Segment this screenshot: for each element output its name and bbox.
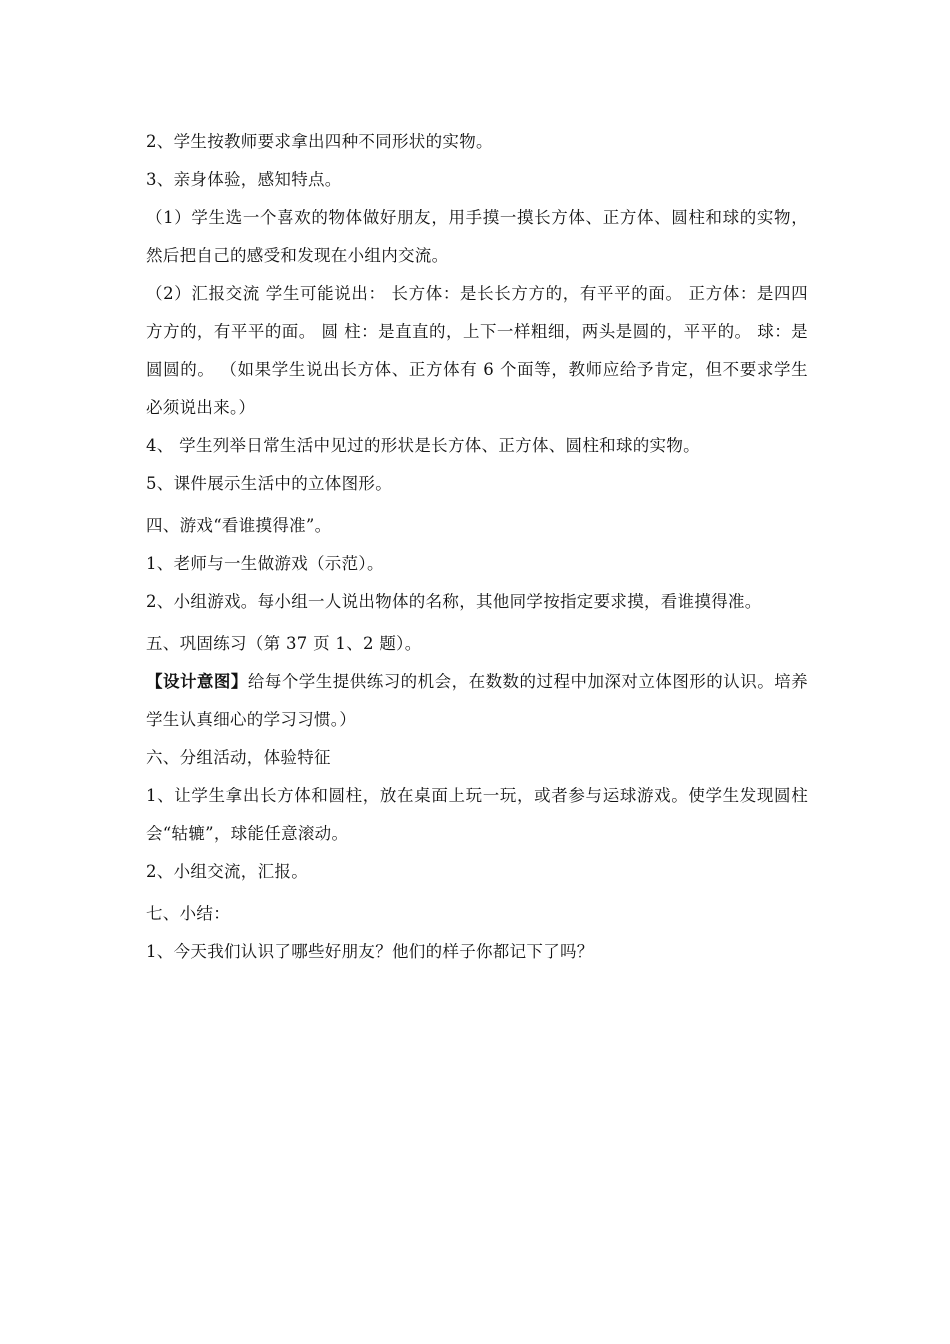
paragraph-step-2: 2、学生按教师要求拿出四种不同形状的实物。 [146, 132, 493, 151]
paragraph-game-2: 2、小组游戏。每小组一人说出物体的名称，其他同学按指定要求摸，看谁摸得准。 [146, 592, 762, 611]
section-heading-practice: 五、巩固练习（第 37 页 1、2 题）。 [146, 634, 422, 653]
paragraph-game-1: 1、老师与一生做游戏（示范）。 [146, 554, 384, 573]
paragraph-step-4: 4、 学生列举日常生活中见过的形状是长方体、正方体、圆柱和球的实物。 [146, 436, 700, 455]
paragraph-step-3-2: （2）汇报交流 学生可能说出： 长方体：是长长方方的，有平平的面。 正方体：是四四方方的，有平平的面。 圆 柱：是直直的，上下一样粗细，两头是圆的，平平的。 球：是圆圆的。 （如果学生说出长方体、正方体有 6 个面等，教师应给予肯定，但不要求学生必须说出来。） [146, 284, 808, 417]
section-heading-group-activity: 六、分组活动，体验特征 [146, 748, 331, 767]
section-heading-summary: 七、小结： [146, 904, 230, 923]
paragraph-step-3-1: （1）学生选一个喜欢的物体做好朋友，用手摸一摸长方体、正方体、圆柱和球的实物，然后把自己的感受和发现在小组内交流。 [146, 208, 808, 265]
paragraph-step-5: 5、课件展示生活中的立体图形。 [146, 474, 392, 493]
paragraph-activity-2: 2、小组交流，汇报。 [146, 862, 308, 881]
design-intent-text: 给每个学生提供练习的机会，在数数的过程中加深对立体图形的认识。培养学生认真细心的学习习惯。） [146, 672, 808, 729]
paragraph-activity-1: 1、让学生拿出长方体和圆柱，放在桌面上玩一玩，或者参与运球游戏。使学生发现圆柱会“轱辘”，球能任意滚动。 [146, 786, 808, 843]
paragraph-design-intent [146, 663, 808, 739]
paragraph-step-3: 3、亲身体验，感知特点。 [146, 170, 342, 189]
design-intent-label: 【设计意图】 [146, 672, 248, 691]
section-heading-game: 四、游戏“看谁摸得准”。 [146, 516, 332, 535]
document-body [146, 123, 808, 971]
paragraph-summary-1: 1、今天我们认识了哪些好朋友？他们的样子你都记下了吗？ [146, 942, 594, 961]
